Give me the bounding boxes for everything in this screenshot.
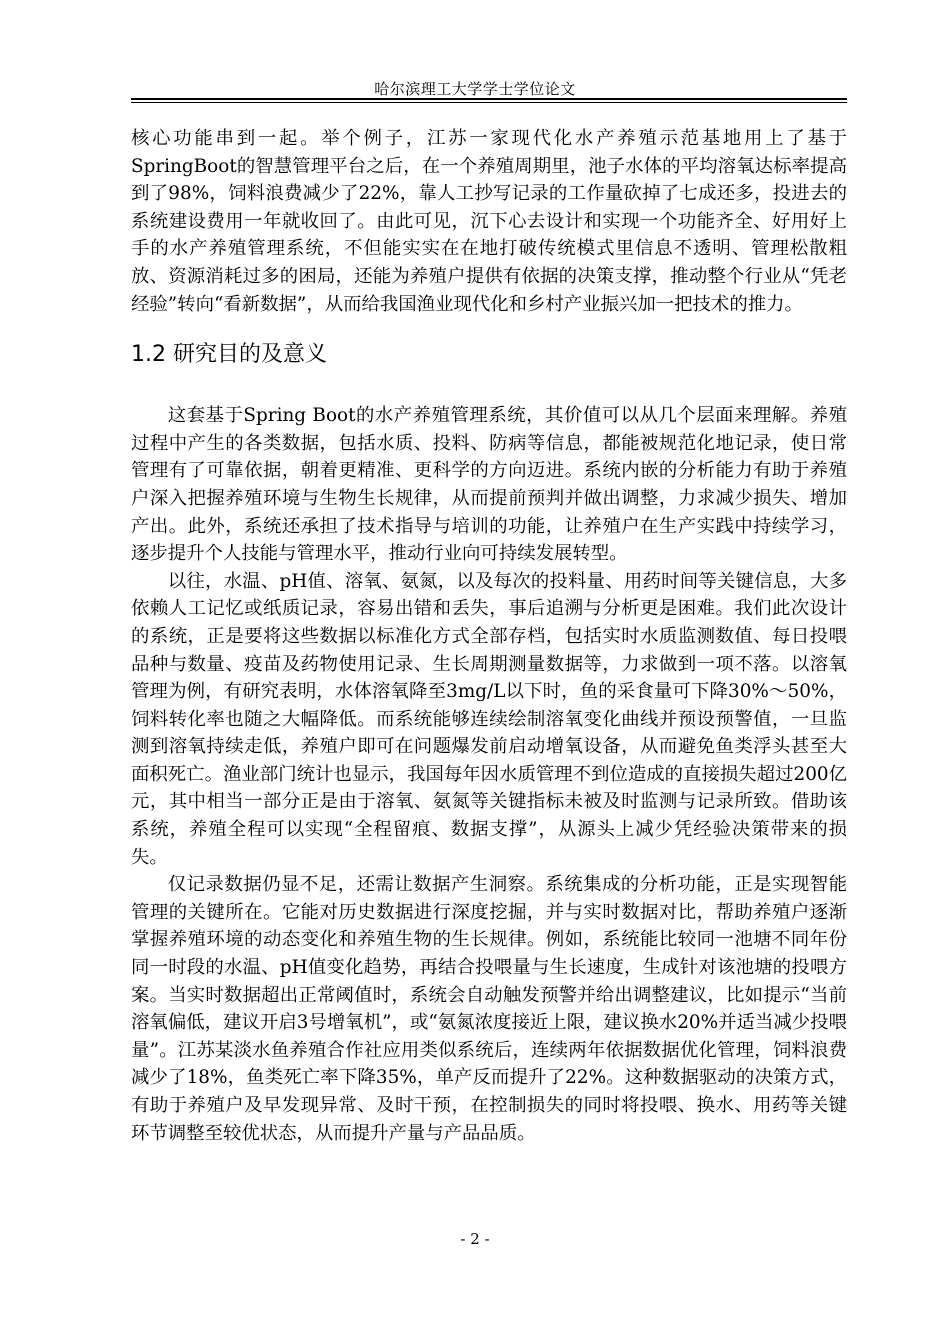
running-header: 哈尔滨理工大学学士学位论文 [374, 80, 576, 98]
paragraph: 以往，水温、pH值、溶氧、氨氮，以及每次的投料量、用药时间等关键信息，大多依赖人工记忆或纸质记录，容易出错和丢失，事后追溯与分析更是困难。我们此次设计的系统，正是要将这些数据以标准化方式全部存档，包括实时水质监测数值、每日投喂品种与数量、疫苗及药物使用记录、生长周期测量数据等，力求做到一项不落。以溶氧管理为例，有研究表明，水体溶氧降至3mg/L以下时，鱼的采食量可下降30%～50%，饲料转化率也随之大幅降低。而系统能够连续绘制溶氧变化曲线并预设预警值，一旦监测到溶氧持续走低，养殖户即可在问题爆发前启动增氧设备，从而避免鱼类浮头甚至大面积死亡。渔业部门统计也显示，我国每年因水质管理不到位造成的直接损失超过200亿元，其中相当一部分正是由于溶氧、氨氮等关键指标未被及时监测与记录所致。借助该系统，养殖全程可以实现“全程留痕、数据支撑”，从源头上减少凭经验决策带来的损失。 [131, 570, 847, 868]
header-rule-thin [131, 102, 847, 103]
page-number: - 2 - [460, 1230, 490, 1248]
paragraph: 这套基于Spring Boot的水产养殖管理系统，其价值可以从几个层面来理解。养殖过程中产生的各类数据，包括水质、投料、防病等信息，都能被规范化地记录，使日常管理有了可靠依据，朝着更精准、更科学的方向迈进。系统内嵌的分析能力有助于养殖户深入把握养殖环境与生物生长规律，从而提前预判并做出调整，力求减少损失、增加产出。此外，系统还承担了技术指导与培训的功能，让养殖户在生产实践中持续学习，逐步提升个人技能与管理水平，推动行业向可持续发展转型。 [131, 405, 847, 565]
header-rule [131, 98, 847, 100]
paragraph-continued: 核心功能串到一起。举个例子，江苏一家现代化水产养殖示范基地用上了基于SpringBoot的智慧管理平台之后，在一个养殖周期里，池子水体的平均溶氧达标率提高到了98%，饲料浪费减少了22%，靠人工抄写记录的工作量砍掉了七成还多，投进去的系统建设费用一年就收回了。由此可见，沉下心去设计和实现一个功能齐全、好用好上手的水产养殖管理系统，不但能实实在在地打破传统模式里信息不透明、管理松散粗放、资源消耗过多的困局，还能为养殖户提供有依据的决策支撑，推动整个行业从“凭老经验”转向“看新数据”，从而给我国渔业现代化和乡村产业振兴加一把技术的推力。 [131, 128, 847, 315]
paragraph: 仅记录数据仍显不足，还需让数据产生洞察。系统集成的分析功能，正是实现智能管理的关键所在。它能对历史数据进行深度挖掘，并与实时数据对比，帮助养殖户逐渐掌握养殖环境的动态变化和养殖生物的生长规律。例如，系统能比较同一池塘不同年份同一时段的水温、pH值变化趋势，再结合投喂量与生长速度，生成针对该池塘的投喂方案。当实时数据超出正常阈值时，系统会自动触发预警并给出调整建议，比如提示“当前溶氧偏低，建议开启3号增氧机”，或“氨氮浓度接近上限，建议换水20%并适当减少投喂量”。江苏某淡水鱼养殖合作社应用类似系统后，连续两年依据数据优化管理，饲料浪费减少了18%，鱼类死亡率下降35%，单产反而提升了22%。这种数据驱动的决策方式，有助于养殖户及早发现异常、及时干预，在控制损失的同时将投喂、换水、用药等关键环节调整至较优状态，从而提升产量与产品品质。 [131, 874, 847, 1144]
section-heading: 1.2 研究目的及意义 [131, 342, 327, 368]
body-text [131, 125, 847, 1147]
